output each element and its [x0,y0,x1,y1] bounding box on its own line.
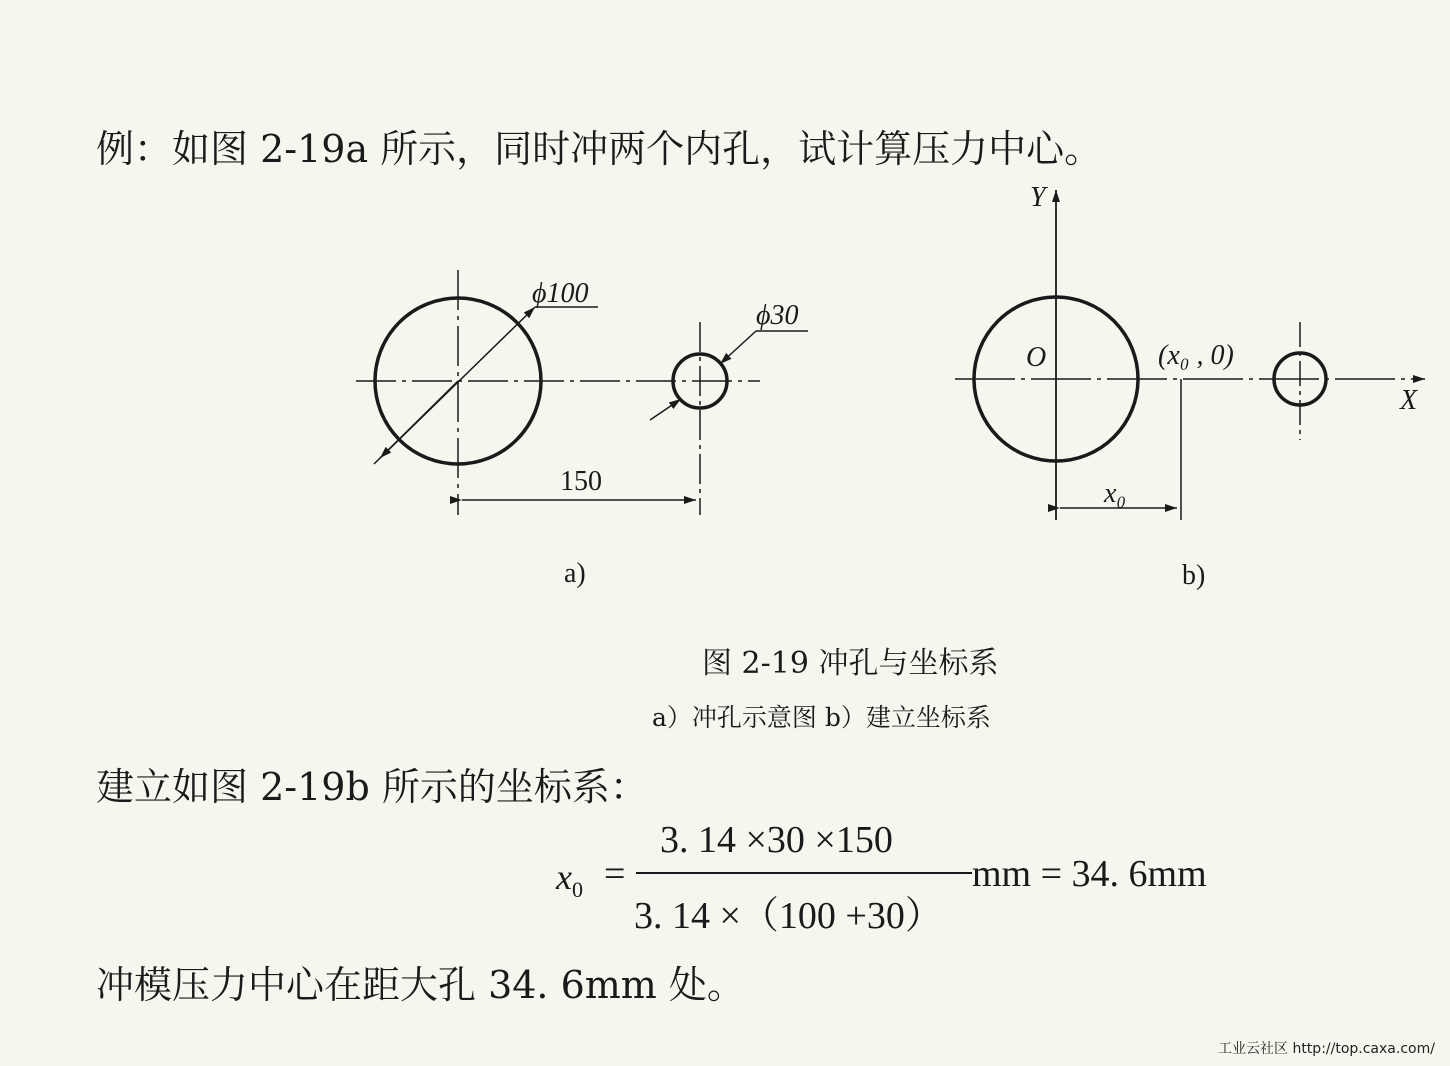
conclusion-text: 冲模压力中心在距大孔 34. 6mm 处。 [96,963,745,1007]
formula-lhs: $x_0$ [556,857,583,903]
formula-rhs: mm = 34. 6mm [972,853,1207,895]
y-axis-label: Y [1030,182,1046,213]
big-diameter-label: ϕ100 [532,278,589,309]
sublabel-b: b) [1182,560,1206,591]
origin-label: O [1026,342,1047,373]
distance-150-label: 150 [560,466,602,497]
fraction-bar [636,872,972,874]
x-axis-label: X [1400,385,1418,416]
formula-equals: = [604,853,626,895]
example-text: 例：如图 2-19a 所示，同时冲两个内孔，试计算压力中心。 [96,127,1103,171]
site-watermark: 工业云社区 http://top.caxa.com/ [1218,1041,1435,1057]
sublabel-a: a) [564,558,586,589]
formula-denominator: 3. 14 ×（100 +30） [634,895,943,937]
point-x0-label: (x₀ , 0) [1158,340,1234,371]
figure-caption-title: 图 2-19 冲孔与坐标系 [702,646,999,681]
small-diameter-label: ϕ30 [756,300,799,331]
figure-caption-sub: a）冲孔示意图 b）建立坐标系 [652,703,991,732]
setup-text: 建立如图 2-19b 所示的坐标系： [96,765,648,809]
x0-dimension-label: x₀ [1104,478,1127,509]
formula-numerator: 3. 14 ×30 ×150 [660,819,893,861]
small-diameter-leader [720,331,756,364]
